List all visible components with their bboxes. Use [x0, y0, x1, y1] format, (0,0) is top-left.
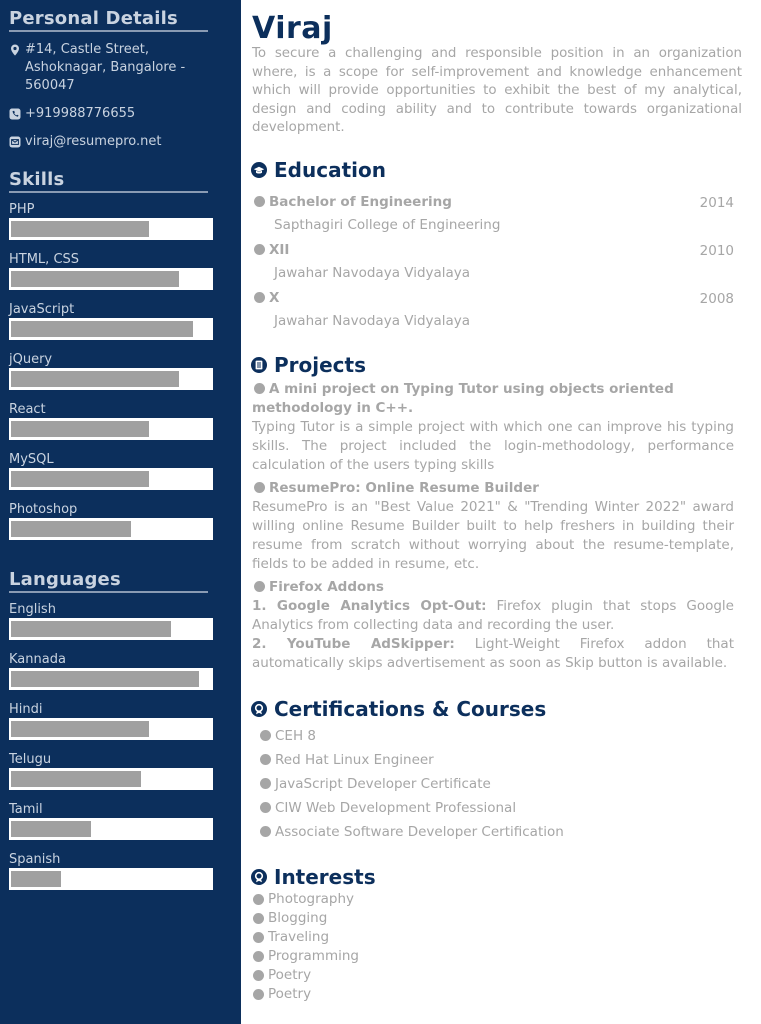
skill-bar — [9, 468, 213, 490]
projects-section — [252, 352, 761, 673]
skill-bar-fill — [11, 521, 131, 537]
interest-item — [252, 966, 761, 985]
project-title-row — [252, 578, 734, 597]
bullet-dot — [254, 244, 265, 255]
interests-section — [252, 864, 761, 1004]
bullet-dot — [260, 826, 271, 837]
education-year: 2008 — [699, 290, 734, 307]
badge-icon — [251, 701, 267, 717]
skill-bar-fill — [11, 221, 149, 237]
interest-name: Poetry — [268, 967, 312, 984]
education-year: 2010 — [699, 242, 734, 259]
interests-heading — [252, 864, 761, 890]
projects-title: Projects — [274, 352, 367, 377]
project-item — [252, 479, 734, 574]
projects-list — [252, 380, 761, 673]
interest-name: Traveling — [268, 929, 330, 946]
education-degree: XII — [269, 241, 290, 258]
certification-item — [252, 796, 761, 820]
skills-heading: Skills — [9, 169, 208, 193]
bullet-dot — [254, 196, 265, 207]
skill-name: JavaScript — [9, 302, 75, 317]
interest-name: Blogging — [268, 910, 328, 927]
language-bar-fill — [11, 671, 199, 687]
education-section — [252, 157, 761, 332]
project-description: Typing Tutor is a simple project with which one can improve his typing skills. The project included the login-methodology, performance calculation of the users typing skills — [252, 418, 734, 473]
education-school: Jawahar Navodaya Vidyalaya — [274, 312, 471, 329]
project-item — [252, 380, 734, 475]
interest-item — [252, 985, 761, 1004]
certification-name: Red Hat Linux Engineer — [275, 751, 434, 768]
education-item — [252, 239, 734, 284]
education-list — [252, 191, 761, 332]
skill-bar — [9, 418, 213, 440]
language-bar — [9, 868, 213, 890]
email-text: viraj@resumepro.net — [25, 134, 162, 149]
bullet-dot — [254, 581, 265, 592]
bullet-dot — [260, 754, 271, 765]
certification-item — [252, 820, 761, 844]
language-bar — [9, 718, 213, 740]
project-title: Firefox Addons — [269, 578, 384, 595]
language-bar — [9, 768, 213, 790]
graduation-cap-icon — [251, 162, 267, 178]
certifications-list — [252, 724, 761, 844]
language-name: Hindi — [9, 702, 43, 717]
skill-name: HTML, CSS — [9, 252, 80, 267]
skill-bar-fill — [11, 271, 179, 287]
language-bar — [9, 818, 213, 840]
education-title: Education — [274, 157, 386, 182]
interest-name: Programming — [268, 948, 359, 965]
address-text: #14, Castle Street, Ashoknagar, Bangalore - 560047 — [25, 42, 186, 93]
skills-list — [9, 201, 241, 540]
project-title-row — [252, 479, 734, 498]
languages-list — [9, 601, 241, 890]
bullet-dot — [253, 913, 264, 924]
interest-name: Photography — [268, 891, 355, 908]
project-title: ResumePro: Online Resume Builder — [269, 479, 539, 496]
language-bar-fill — [11, 621, 171, 637]
certification-name: JavaScript Developer Certificate — [275, 775, 491, 792]
skill-bar — [9, 218, 213, 240]
phone-icon — [9, 108, 21, 120]
interest-item — [252, 909, 761, 928]
skill-bar-fill — [11, 371, 179, 387]
certification-name: CEH 8 — [275, 727, 316, 744]
interest-name: Poetry — [268, 986, 312, 1003]
education-school: Sapthagiri College of Engineering — [274, 216, 501, 233]
language-bar — [9, 668, 213, 690]
sidebar — [0, 0, 241, 1024]
document-icon — [251, 357, 267, 373]
addon-label: 1. Google Analytics Opt-Out: — [252, 597, 487, 614]
interests-title: Interests — [274, 864, 376, 889]
addon-item — [252, 635, 734, 673]
education-school: Jawahar Navodaya Vidyalaya — [274, 264, 471, 281]
skill-bar — [9, 518, 213, 540]
certifications-section — [252, 696, 761, 844]
education-item — [252, 191, 734, 236]
skill-bar-fill — [11, 421, 149, 437]
project-title: A mini project on Typing Tutor using objects oriented methodology in C++. — [252, 380, 674, 416]
bullet-dot — [253, 989, 264, 1000]
education-degree: Bachelor of Engineering — [269, 193, 452, 210]
language-name: Telugu — [9, 752, 52, 767]
personal-details-heading: Personal Details — [9, 8, 208, 32]
education-degree-row — [252, 287, 734, 309]
addon-text: Firefox plugin that stops Google Analytics from collecting data and recording the user. — [252, 597, 734, 633]
language-bar-fill — [11, 771, 141, 787]
education-degree-row — [252, 239, 734, 261]
language-name: English — [9, 602, 56, 617]
skill-bar — [9, 368, 213, 390]
address — [9, 41, 209, 95]
skill-name: jQuery — [9, 352, 53, 367]
language-bar-fill — [11, 821, 91, 837]
certification-name: CIW Web Development Professional — [275, 799, 517, 816]
heart-icon — [251, 869, 267, 885]
skill-bar — [9, 318, 213, 340]
skill-bar — [9, 268, 213, 290]
certification-name: Associate Software Developer Certification — [275, 823, 564, 840]
main-content — [241, 0, 761, 1024]
languages-section — [9, 569, 241, 890]
education-year: 2014 — [699, 194, 734, 211]
skill-name: Photoshop — [9, 502, 78, 517]
language-name: Spanish — [9, 852, 61, 867]
candidate-name: Viraj — [252, 11, 333, 46]
education-degree-row — [252, 191, 734, 213]
education-degree: X — [269, 289, 280, 306]
language-bar-fill — [11, 871, 61, 887]
interest-item — [252, 890, 761, 909]
bullet-dot — [253, 932, 264, 943]
interest-item — [252, 928, 761, 947]
phone-text: +919988776655 — [25, 106, 136, 121]
bullet-dot — [260, 778, 271, 789]
education-heading — [252, 157, 761, 183]
language-name: Kannada — [9, 652, 66, 667]
bullet-dot — [260, 730, 271, 741]
bullet-dot — [253, 894, 264, 905]
language-bar — [9, 618, 213, 640]
skill-bar-fill — [11, 471, 149, 487]
bullet-dot — [254, 482, 265, 493]
skill-name: React — [9, 402, 46, 417]
education-item — [252, 287, 734, 332]
interest-item — [252, 947, 761, 966]
project-description: ResumePro is an "Best Value 2021" & "Trending Winter 2022" award willing online Resume Builder built to help freshers in building their resume from scratch without worrying about the resume-template, fields to be added in resume, etc. — [252, 498, 734, 572]
language-name: Tamil — [9, 802, 43, 817]
certification-item — [252, 748, 761, 772]
addon-label: 2. YouTube AdSkipper: — [252, 635, 455, 652]
language-bar-fill — [11, 721, 149, 737]
phone — [9, 105, 241, 123]
certifications-title: Certifications & Courses — [274, 696, 547, 721]
certifications-heading — [252, 696, 761, 722]
skills-section — [9, 169, 241, 540]
project-title-row — [252, 380, 734, 418]
languages-heading: Languages — [9, 569, 208, 593]
addon-item — [252, 597, 734, 635]
projects-heading — [252, 352, 761, 378]
bullet-dot — [253, 970, 264, 981]
skill-name: PHP — [9, 202, 35, 217]
certification-item — [252, 724, 761, 748]
certification-item — [252, 772, 761, 796]
interests-list — [252, 890, 761, 1004]
map-pin-icon — [9, 44, 21, 56]
bullet-dot — [260, 802, 271, 813]
bullet-dot — [253, 951, 264, 962]
skill-bar-fill — [11, 321, 193, 337]
bullet-dot — [254, 383, 265, 394]
email-icon — [9, 136, 21, 148]
skill-name: MySQL — [9, 452, 54, 467]
email — [9, 133, 241, 151]
objective-text: To secure a challenging and responsible position in an organization where, is a scope for self-improvement and knowledge enhancement which will provide opportunities to exhibit the best of my analytical, design and coding ability and to contribute towards organizational development. — [252, 46, 742, 136]
addon-text: Light-Weight Firefox addon that automatically skips advertisement as soon as Skip button is available. — [252, 635, 734, 671]
bullet-dot — [254, 292, 265, 303]
project-item — [252, 578, 734, 673]
